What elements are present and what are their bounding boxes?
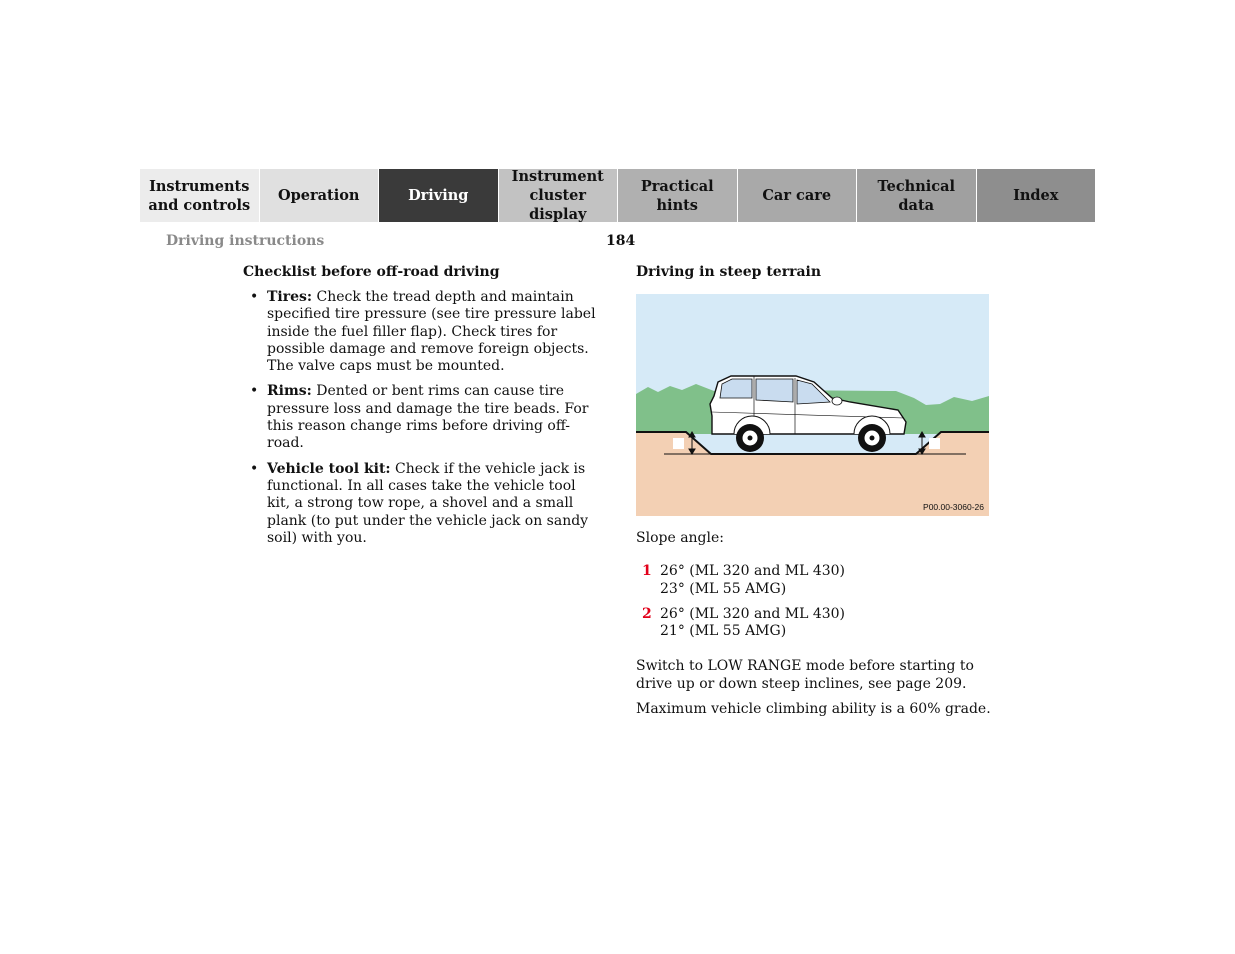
list-item xyxy=(636,563,996,598)
tab-operation[interactable]: Operation xyxy=(260,169,380,222)
climbing-ability-paragraph: Maximum vehicle climbing ability is a 60% grade. xyxy=(636,701,991,718)
bullet-icon: • xyxy=(250,383,259,400)
list-item xyxy=(636,606,996,641)
item-number: 2 xyxy=(642,605,652,622)
item-text: Check the tread depth and maintain specified tire pressure (see tire pressure label inside the fuel filler flap). Check tires for possible damage and remove foreign objects. The valve caps must be mounted. xyxy=(267,289,596,375)
tab-driving[interactable]: Driving xyxy=(379,169,499,222)
section-title: Driving instructions xyxy=(166,233,325,249)
chapter-navigation xyxy=(140,169,1095,222)
label-box-2 xyxy=(929,438,940,449)
figure-code: P00.00-3060-26 xyxy=(923,502,984,512)
tab-index[interactable]: Index xyxy=(977,169,1096,222)
label-box-1 xyxy=(673,438,684,449)
steep-terrain-illustration xyxy=(636,294,989,516)
list-item xyxy=(243,289,603,375)
checklist xyxy=(243,289,603,547)
checklist-heading: Checklist before off-road driving xyxy=(243,264,500,280)
tab-technical-data[interactable]: Technical data xyxy=(857,169,977,222)
tab-car-care[interactable]: Car care xyxy=(738,169,858,222)
item-term: Rims: xyxy=(267,383,312,400)
left-column xyxy=(243,264,603,555)
page-number: 184 xyxy=(606,233,636,249)
slope-angle-list xyxy=(636,563,996,640)
tab-instruments-and-controls[interactable]: Instruments and controls xyxy=(140,169,260,222)
item-term: Tires: xyxy=(267,289,313,305)
steep-terrain-heading: Driving in steep terrain xyxy=(636,264,822,280)
list-item xyxy=(243,383,603,452)
tab-instrument-cluster-display[interactable]: Instrument cluster display xyxy=(499,169,619,222)
bullet-icon: • xyxy=(250,289,259,305)
item-text: Dented or bent rims can cause tire pressure loss and damage the tire beads. For this reason change rims before driving off-road. xyxy=(267,383,589,452)
tab-practical-hints[interactable]: Practical hints xyxy=(618,169,738,222)
item-text: 26° (ML 320 and ML 430) 23° (ML 55 AMG) xyxy=(660,563,846,597)
item-text: Check if the vehicle jack is functional. In all cases take the vehicle tool kit, a strong tow rope, a shovel and a small plank (to put under the vehicle jack on sandy soil) with you. xyxy=(267,460,589,546)
item-term: Vehicle tool kit: xyxy=(267,460,391,477)
slope-angle-label: Slope angle: xyxy=(636,530,724,546)
item-number: 1 xyxy=(642,563,652,580)
bullet-icon: • xyxy=(250,460,259,477)
low-range-paragraph: Switch to LOW RANGE mode before starting to drive up or down steep inclines, see page 209. xyxy=(636,658,974,692)
item-text: 26° (ML 320 and ML 430) 21° (ML 55 AMG) xyxy=(660,605,846,640)
list-item xyxy=(243,461,603,547)
right-column xyxy=(636,264,996,718)
